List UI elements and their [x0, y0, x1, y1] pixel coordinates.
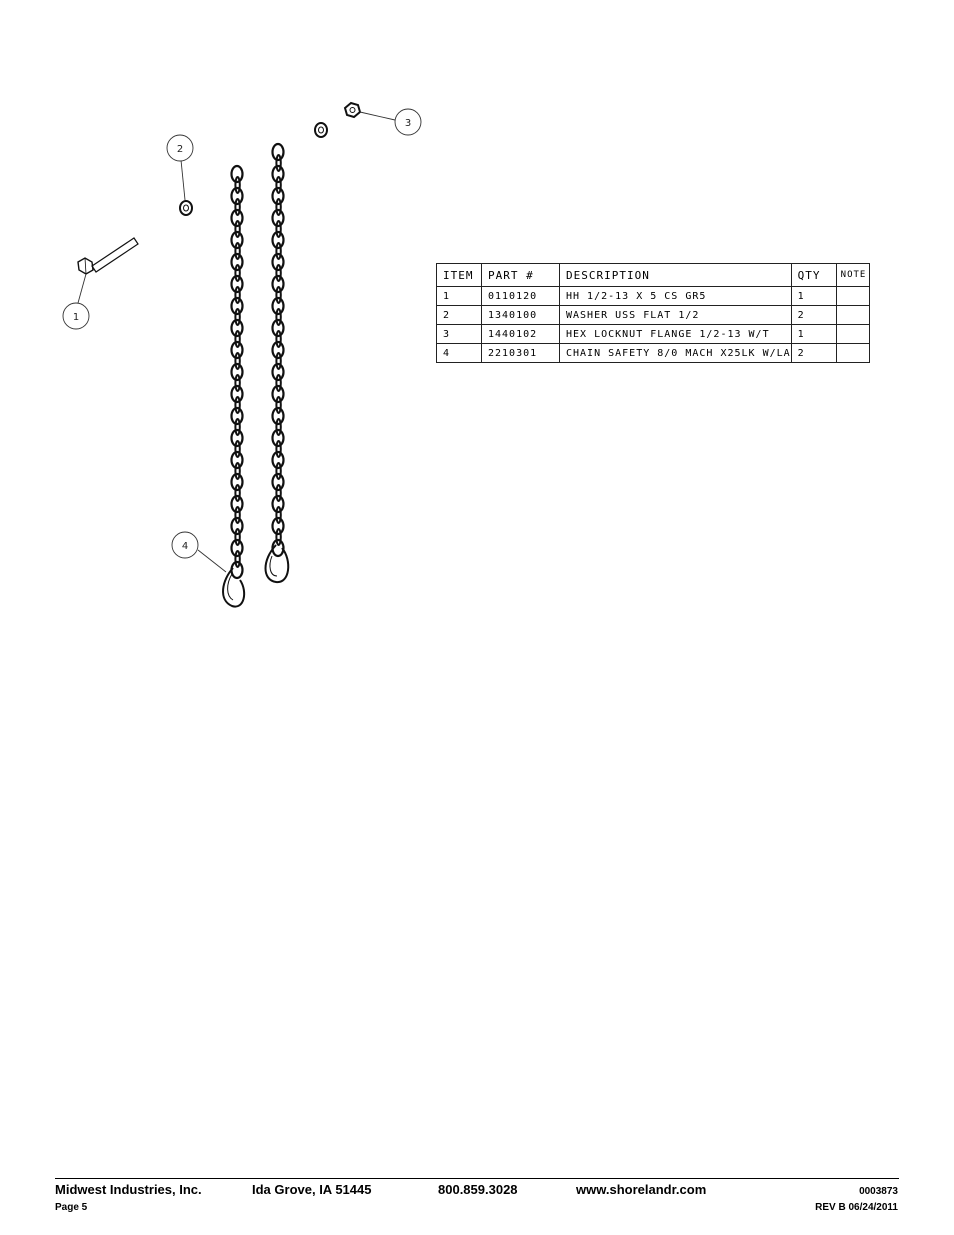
chain-link: [235, 265, 239, 281]
chain-link: [235, 529, 239, 545]
parts-list-table: [436, 263, 870, 363]
cell-qty: 1: [791, 325, 836, 344]
header-note: NOTE: [836, 264, 869, 287]
table-header-row: [437, 264, 870, 287]
table-row: [437, 306, 870, 325]
cell-part: 1440102: [482, 325, 560, 344]
chain-link: [276, 287, 280, 303]
chain-link: [276, 199, 280, 215]
header-part: PART #: [482, 264, 560, 287]
footer-city: Ida Grove, IA 51445: [252, 1182, 372, 1197]
chain-link: [235, 199, 239, 215]
callout-2: [167, 135, 193, 161]
footer-divider: [55, 1178, 899, 1179]
chain-link: [276, 441, 280, 457]
footer-phone: 800.859.3028: [438, 1182, 518, 1197]
chain-link: [235, 353, 239, 369]
chain-link: [276, 331, 280, 347]
cell-note: [836, 325, 869, 344]
table-row: [437, 287, 870, 306]
cell-item: 2: [437, 306, 482, 325]
cell-description: CHAIN SAFETY 8/0 MACH X25LK W/LA: [560, 344, 792, 363]
footer-doc-number: 0003873: [859, 1186, 898, 1197]
cell-item: 3: [437, 325, 482, 344]
footer-company: Midwest Industries, Inc.: [55, 1182, 202, 1197]
chain-link: [276, 221, 280, 237]
chain-link: [276, 529, 280, 545]
cell-qty: 2: [791, 306, 836, 325]
cell-qty: 1: [791, 287, 836, 306]
chain-link: [276, 507, 280, 523]
table-row: [437, 325, 870, 344]
chain-link: [235, 331, 239, 347]
header-item: ITEM: [437, 264, 482, 287]
chain-link: [235, 441, 239, 457]
chain-link: [235, 463, 239, 479]
flat-washer: [180, 201, 192, 215]
chain-link: [276, 463, 280, 479]
chain-link: [276, 155, 280, 171]
cell-part: 1340100: [482, 306, 560, 325]
safety-chain-left: [232, 166, 243, 578]
chain-hook-right: [266, 545, 289, 582]
chain-link: [235, 177, 239, 193]
chain-link: [276, 353, 280, 369]
safety-chain-right: [273, 144, 284, 556]
header-qty: QTY: [791, 264, 836, 287]
hex-bolt: [78, 238, 138, 274]
callout-4: [172, 532, 198, 558]
hex-locknut: [345, 103, 360, 117]
chain-link: [235, 287, 239, 303]
cell-note: [836, 287, 869, 306]
svg-text:2: 2: [176, 144, 184, 155]
cell-note: [836, 306, 869, 325]
cell-item: 1: [437, 287, 482, 306]
chain-link: [235, 221, 239, 237]
chain-link: [235, 397, 239, 413]
chain-link: [235, 375, 239, 391]
chain-link: [276, 375, 280, 391]
chain-link: [276, 265, 280, 281]
footer-page-number: Page 5: [55, 1202, 88, 1213]
chain-link: [276, 177, 280, 193]
cell-part: 0110120: [482, 287, 560, 306]
footer-revision: REV B 06/24/2011: [815, 1202, 898, 1213]
cell-qty: 2: [791, 344, 836, 363]
chain-link: [276, 419, 280, 435]
chain-link: [235, 485, 239, 501]
cell-description: HEX LOCKNUT FLANGE 1/2-13 W/T: [560, 325, 792, 344]
table-row: [437, 344, 870, 363]
chain-link: [235, 309, 239, 325]
cell-part: 2210301: [482, 344, 560, 363]
chain-link: [235, 243, 239, 259]
chain-link: [235, 419, 239, 435]
cell-description: HH 1/2-13 X 5 CS GR5: [560, 287, 792, 306]
chain-link: [276, 397, 280, 413]
cell-description: WASHER USS FLAT 1/2: [560, 306, 792, 325]
chain-link: [276, 309, 280, 325]
cell-item: 4: [437, 344, 482, 363]
callout-3: [395, 109, 421, 135]
svg-text:4: 4: [181, 541, 189, 552]
flat-washer-2: [315, 123, 327, 137]
chain-link: [235, 551, 239, 567]
callout-1: [63, 303, 89, 329]
svg-text:3: 3: [404, 118, 412, 129]
cell-note: [836, 344, 869, 363]
header-description: DESCRIPTION: [560, 264, 792, 287]
chain-link: [276, 485, 280, 501]
svg-text:1: 1: [72, 312, 80, 323]
chain-link: [276, 243, 280, 259]
chain-link: [235, 507, 239, 523]
footer-website: www.shorelandr.com: [576, 1182, 707, 1197]
